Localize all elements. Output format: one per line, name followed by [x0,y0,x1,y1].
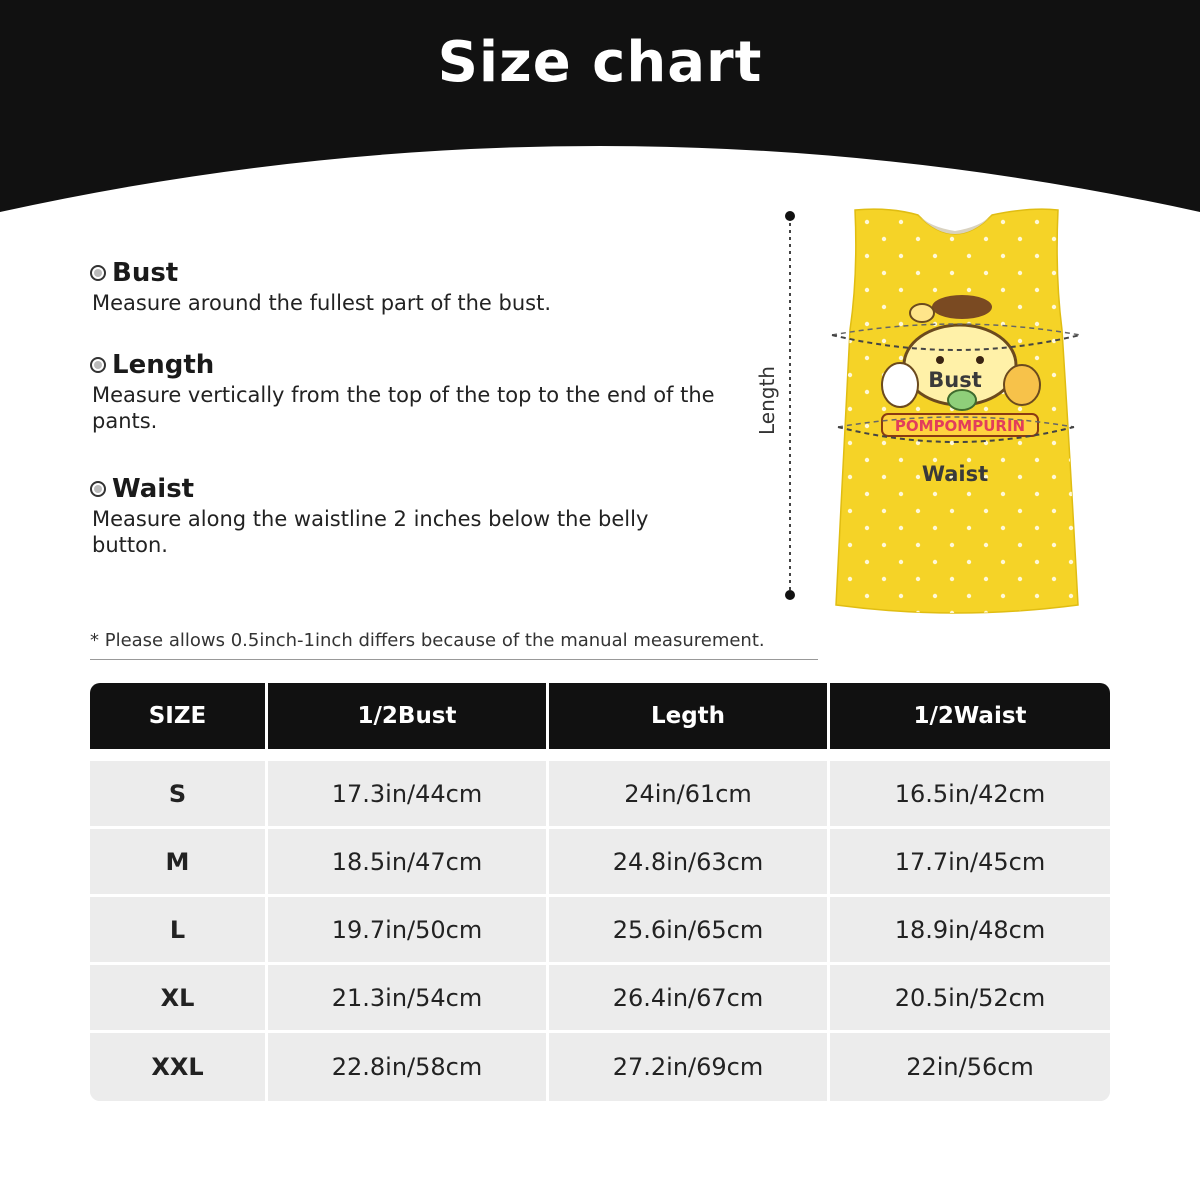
bust-label: Bust [928,368,982,392]
measure-title: Waist [112,474,195,504]
table-header [90,683,1110,749]
length-cell: 24in/61cm [549,761,830,826]
bust-cell: 18.5in/47cm [268,829,549,894]
header-size: SIZE [90,683,268,749]
table-row [90,829,1110,897]
waist-cell: 17.7in/45cm [894,847,1046,876]
size-cell: XL [90,965,268,1030]
bust-cell: 22.8in/58cm [268,1033,549,1101]
table-row [90,761,1110,829]
measure-description: Measure around the fullest part of the bust. [92,291,552,315]
measure-title: Length [112,350,215,380]
measure-title: Bust [112,258,179,288]
length-label: Length [755,366,779,435]
bullet-icon [90,481,106,497]
measure-bust [90,256,730,316]
bust-cell: 17.3in/44cm [268,761,549,826]
length-cell: 24.8in/63cm [549,829,830,894]
header-bust: 1/2Bust [268,683,549,749]
measure-description: Measure along the waistline 2 inches below the belly button. [92,507,649,557]
length-cell: 27.2in/69cm [549,1033,830,1101]
bullet-icon [90,265,106,281]
size-cell: L [90,897,268,962]
measure-waist [90,472,730,558]
tank-top-diagram [740,195,1120,635]
waist-cell: 16.5in/42cm [894,779,1046,808]
measurement-note: * Please allows 0.5inch-1inch differs because of the manual measurement. [90,630,818,660]
header-waist: 1/2Waist [913,703,1027,729]
bullet-icon [90,357,106,373]
length-marker-top [785,211,795,221]
waist-cell: 18.9in/48cm [894,915,1046,944]
length-cell: 25.6in/65cm [549,897,830,962]
size-cell: XXL [90,1033,268,1101]
table-row [90,965,1110,1033]
waist-cell: 20.5in/52cm [894,983,1046,1012]
print-text: POMPOMPURIN [894,417,1026,435]
size-cell: M [90,829,268,894]
measure-description: Measure vertically from the top of the top to the end of the pants. [92,383,715,433]
size-cell: S [90,761,268,826]
tank-top-illustration [740,195,1120,635]
waist-cell: 22in/56cm [906,1053,1034,1081]
bust-cell: 19.7in/50cm [268,897,549,962]
table-row [90,897,1110,965]
garment-dots [836,209,1078,613]
size-table [90,683,1110,1101]
length-marker-bottom [785,590,795,600]
length-cell: 26.4in/67cm [549,965,830,1030]
table-row [90,1033,1110,1101]
waist-label: Waist [921,462,989,486]
header-length: Legth [549,683,830,749]
table-body [90,761,1110,1101]
page-title: Size chart [437,30,763,95]
bust-cell: 21.3in/54cm [268,965,549,1030]
measure-length [90,348,730,434]
header-banner [0,0,1200,220]
